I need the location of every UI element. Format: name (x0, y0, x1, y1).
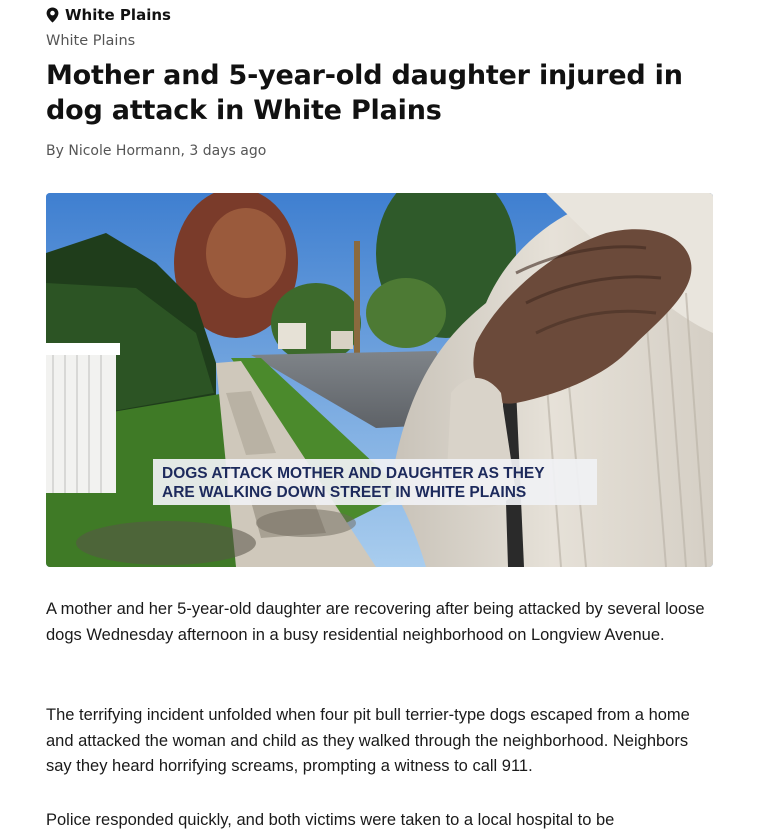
article-paragraph: Police responded quickly, and both victims were taken to a local hospital to be (46, 811, 615, 829)
article-title-line-2: dog attack in White Plains (46, 95, 442, 126)
caption-line-2: ARE WALKING DOWN STREET IN WHITE PLAINS (162, 484, 527, 501)
video-caption-banner (153, 459, 597, 505)
article-paragraph: The terrifying incident unfolded when four pit bull terrier-type dogs escaped from a home and attacked the woman and child as they walked through the neighborhood. Neighbors say they heard horrifying screams, prompting a witness to call 911. (46, 706, 690, 775)
location-tag[interactable] (46, 5, 171, 25)
section-label[interactable]: White Plains (46, 33, 136, 49)
byline: By Nicole Hormann, 3 days ago (46, 143, 267, 159)
hero-photo-illustration (46, 193, 713, 567)
hero-image[interactable] (46, 193, 713, 567)
article-title-line-1: Mother and 5-year-old daughter injured in (46, 60, 683, 91)
location-label: White Plains (65, 6, 171, 24)
article-title (46, 58, 706, 128)
caption-line-1: DOGS ATTACK MOTHER AND DAUGHTER AS THEY (162, 465, 545, 482)
map-pin-icon (46, 7, 59, 23)
article-paragraph: A mother and her 5-year-old daughter are recovering after being attacked by several loose dogs Wednesday afternoon in a busy residential neighborhood on Longview Avenue. (46, 600, 705, 644)
